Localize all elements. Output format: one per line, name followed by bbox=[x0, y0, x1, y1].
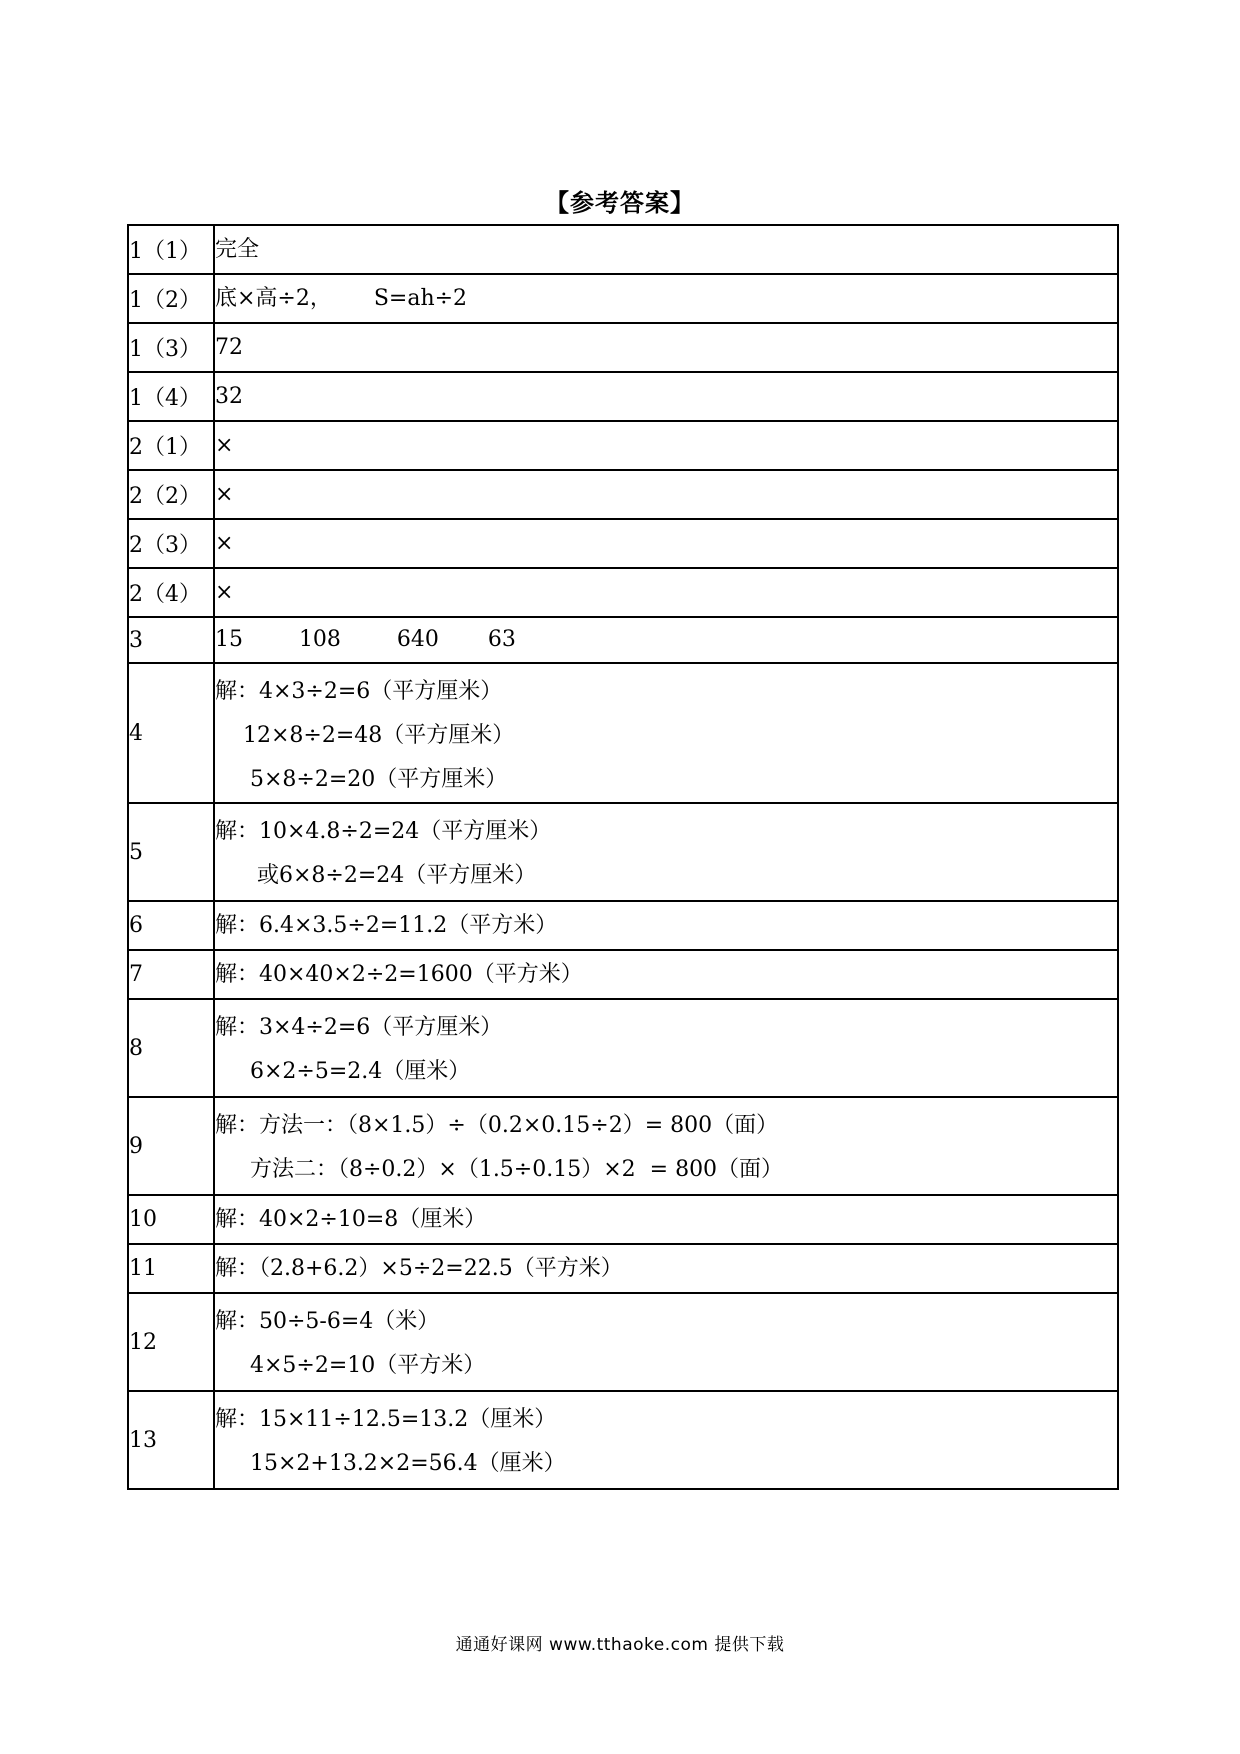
answer-line: 72 bbox=[215, 334, 243, 360]
answer-cell bbox=[214, 274, 1118, 323]
question-number: 1（4） bbox=[128, 372, 214, 421]
answer-cell bbox=[214, 901, 1118, 950]
answer-row bbox=[128, 225, 1118, 274]
answer-line: × bbox=[215, 432, 234, 458]
answer-cell bbox=[214, 663, 1118, 803]
question-number: 3 bbox=[128, 617, 214, 663]
answer-table bbox=[127, 224, 1119, 1490]
answer-line: 15×2+13.2×2=56.4（厘米） bbox=[215, 1451, 566, 1476]
answer-cell bbox=[214, 1195, 1118, 1244]
answer-row bbox=[128, 999, 1118, 1097]
answer-cell bbox=[214, 1244, 1118, 1293]
answer-cell bbox=[214, 372, 1118, 421]
answer-row bbox=[128, 803, 1118, 901]
question-number: 2（3） bbox=[128, 519, 214, 568]
answer-cell bbox=[214, 519, 1118, 568]
question-number: 9 bbox=[128, 1097, 214, 1195]
answer-row bbox=[128, 323, 1118, 372]
answer-row bbox=[128, 421, 1118, 470]
question-number: 11 bbox=[128, 1244, 214, 1293]
answer-cell bbox=[214, 1391, 1118, 1489]
answer-row bbox=[128, 372, 1118, 421]
answer-row bbox=[128, 663, 1118, 803]
answer-line: × bbox=[215, 481, 234, 507]
answer-line: 4×5÷2=10（平方米） bbox=[215, 1353, 486, 1378]
answer-row bbox=[128, 617, 1118, 663]
answer-cell bbox=[214, 999, 1118, 1097]
question-number: 5 bbox=[128, 803, 214, 901]
answer-cell bbox=[214, 568, 1118, 617]
question-number: 1（2） bbox=[128, 274, 214, 323]
question-number: 2（2） bbox=[128, 470, 214, 519]
question-number: 7 bbox=[128, 950, 214, 999]
answer-line: 15 108 640 63 bbox=[215, 627, 516, 652]
question-number: 1（1） bbox=[128, 225, 214, 274]
answer-line: 解：40×40×2÷2=1600（平方米） bbox=[215, 961, 583, 987]
answer-line: 解：15×11÷12.5=13.2（厘米） bbox=[215, 1407, 557, 1432]
answer-cell bbox=[214, 617, 1118, 663]
answer-cell bbox=[214, 1293, 1118, 1391]
answer-line: 解：4×3÷2=6（平方厘米） bbox=[215, 679, 503, 704]
answer-line: 完全 bbox=[215, 236, 260, 262]
answer-line: × bbox=[215, 530, 234, 556]
answer-line: 解：10×4.8÷2=24（平方厘米） bbox=[215, 819, 552, 844]
answer-row bbox=[128, 950, 1118, 999]
answer-cell bbox=[214, 803, 1118, 901]
page-title: 【参考答案】 bbox=[545, 189, 695, 217]
answer-line: 解：6.4×3.5÷2=11.2（平方米） bbox=[215, 912, 558, 938]
answer-line: 12×8÷2=48（平方厘米） bbox=[215, 723, 515, 748]
answer-row bbox=[128, 1244, 1118, 1293]
answer-row bbox=[128, 274, 1118, 323]
answer-row bbox=[128, 1391, 1118, 1489]
answer-line: 6×2÷5=2.4（厘米） bbox=[215, 1059, 471, 1084]
answer-cell bbox=[214, 323, 1118, 372]
answer-cell bbox=[214, 421, 1118, 470]
answer-line: 解：3×4÷2=6（平方厘米） bbox=[215, 1015, 503, 1040]
answer-line: 32 bbox=[215, 383, 243, 409]
question-number: 8 bbox=[128, 999, 214, 1097]
question-number: 6 bbox=[128, 901, 214, 950]
answer-row bbox=[128, 1195, 1118, 1244]
question-number: 13 bbox=[128, 1391, 214, 1489]
answer-line: 或6×8÷2=24（平方厘米） bbox=[215, 863, 537, 888]
question-number: 10 bbox=[128, 1195, 214, 1244]
answer-line: 解：（2.8+6.2）×5÷2=22.5（平方米） bbox=[215, 1255, 623, 1281]
answer-row bbox=[128, 901, 1118, 950]
answer-cell bbox=[214, 470, 1118, 519]
answer-row bbox=[128, 1097, 1118, 1195]
question-number: 1（3） bbox=[128, 323, 214, 372]
answer-row bbox=[128, 1293, 1118, 1391]
answer-line: 底×高÷2， S=ah÷2 bbox=[215, 285, 468, 311]
answer-row bbox=[128, 470, 1118, 519]
answer-table-body bbox=[128, 225, 1118, 1489]
question-number: 2（4） bbox=[128, 568, 214, 617]
answer-line: 方法二：（8÷0.2）×（1.5÷0.15）×2 = 800（面） bbox=[215, 1157, 784, 1182]
answer-row bbox=[128, 568, 1118, 617]
footer-text: 通通好课网 www.tthaoke.com 提供下载 bbox=[455, 1635, 785, 1655]
question-number: 2（1） bbox=[128, 421, 214, 470]
answer-line: 解：方法一：（8×1.5）÷（0.2×0.15÷2）= 800（面） bbox=[215, 1113, 779, 1138]
answer-cell bbox=[214, 1097, 1118, 1195]
answer-cell bbox=[214, 225, 1118, 274]
answer-row bbox=[128, 519, 1118, 568]
answer-line: 解：40×2÷10=8（厘米） bbox=[215, 1206, 487, 1232]
question-number: 4 bbox=[128, 663, 214, 803]
question-number: 12 bbox=[128, 1293, 214, 1391]
answer-line: × bbox=[215, 579, 234, 605]
answer-line: 解：50÷5-6=4（米） bbox=[215, 1309, 440, 1334]
answer-line: 5×8÷2=20（平方厘米） bbox=[215, 767, 508, 792]
answer-cell bbox=[214, 950, 1118, 999]
